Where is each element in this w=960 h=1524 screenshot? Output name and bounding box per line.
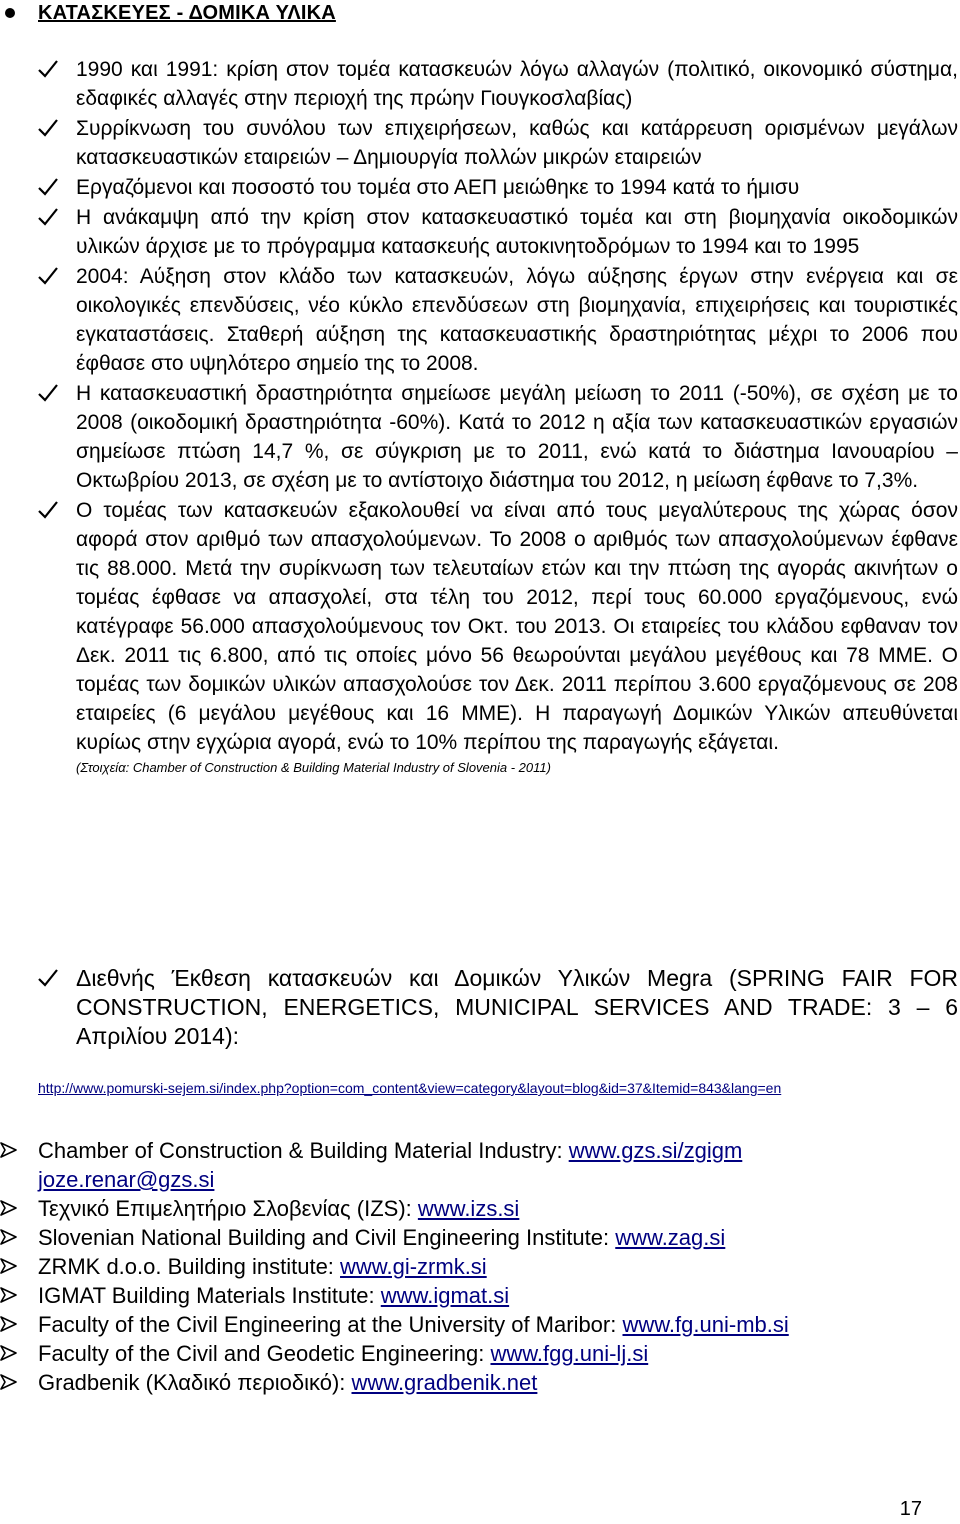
checkmark-icon — [37, 266, 59, 286]
list-item-label: Faculty of the Civil and Geodetic Engineering: — [38, 1341, 491, 1366]
list-item-text: Ο τομέας των κατασκευών εξακολουθεί να είναι από τους μεγαλύτερους της χώρας όσον αφορά στον αριθμό των απασχολούμενων. Το 2008 ο αριθμός των απασχολούμενων έφθανε τις 88.000. Μετά την συρίκνωση των τελευταίων ετών και την πτώση της αγοράς ακινήτων ο τομέας έφθασε να απασχολεί, στα τέλη του 2012, περί τους 60.000 εργαζόμενους, ενώ κατέγραφε 56.000 απασχολούμενους τον Οκτ. του 2013. Οι εταιρείες του κλάδου εφθαναν τον Δεκ. 2011 τις 6.800, από τις οποίες μόνο 56 θεωρούνται μεγάλου μεγέθους και 78 ΜΜΕ. Ο τομέας των δομικών υλικών απασχολούσε τον Δεκ. 2011 περίπου 3.600 εργαζόμενους σε 208 εταιρείες (6 μεγάλου μεγέθους και 16 ΜΜΕ). Η παραγωγή Δομικών Υλικών απευθύνεται κυρίως στην εγχώρια αγορά, ενώ το 10% περίπου της παραγωγής εξάγεται. — [76, 499, 958, 754]
arrowhead-icon — [0, 1200, 18, 1216]
fgg-uni-lj-link[interactable]: www.fgg.uni-lj.si — [490, 1341, 649, 1366]
list-item — [0, 114, 960, 172]
arrowhead-icon — [0, 1142, 18, 1158]
list-item-label: Τεχνικό Επιμελητήριο Σλοβενίας (IZS): — [38, 1196, 418, 1221]
list-item — [0, 203, 960, 261]
page-number: 17 — [899, 1498, 922, 1520]
list-item — [0, 1310, 960, 1339]
source-note: (Στοιχεία: Chamber of Construction & Building Material Industry of Slovenia - 2011) — [76, 760, 551, 775]
izs-link[interactable]: www.izs.si — [417, 1196, 520, 1221]
list-item-label: Chamber of Construction & Building Material Industry: — [38, 1138, 569, 1163]
zag-link[interactable]: www.zag.si — [615, 1225, 726, 1250]
arrowhead-icon — [0, 1345, 18, 1361]
list-item — [0, 173, 960, 202]
list-item-label: Faculty of the Civil Engineering at the University of Maribor: — [38, 1312, 623, 1337]
checkmark-icon — [37, 118, 59, 138]
list-item-text: Διεθνής Έκθεση κατασκευών και Δομικών Υλικών Megra (SPRING FAIR FOR CONSTRUCTION, ENERGETICS, MUNICIPAL SERVICES AND TRADE: 3 – 6 Απριλίου 2014): — [76, 965, 958, 1049]
check-list — [0, 55, 960, 779]
list-item-label: Slovenian National Building and Civil Engineering Institute: — [38, 1225, 616, 1250]
list-item — [0, 964, 960, 1051]
list-item-text: 2004: Αύξηση στον κλάδο των κατασκευών, λόγω αύξησης έργων στην ενέργεια και σε οικολογικές επενδύσεις, νέο κύκλο επενδύσεων στη βιομηχανία, επιχειρήσεις και τουριστικές εγκαταστάσεις. Σταθερή αύξηση της κατασκευαστικής δραστηριότητας μέχρι το 2006 που έφθασε στο υψηλότερο σημείο της το 2008. — [76, 265, 958, 375]
megra-url-link[interactable]: http://www.pomurski-sejem.si/index.php?option=com_content&view=category&layout=blog&id=37&Itemid=843&lang=en — [38, 1080, 782, 1096]
arrowhead-icon — [0, 1374, 18, 1390]
arrowhead-icon — [0, 1229, 18, 1245]
list-item — [0, 1194, 960, 1223]
list-item-text: Συρρίκνωση του συνόλου των επιχειρήσεων, καθώς και κατάρρευση ορισμένων μεγάλων κατασκευαστικών εταιρειών – Δημιουργία πολλών μικρών εταιρειών — [76, 117, 958, 169]
checkmark-icon — [37, 59, 59, 79]
gi-zrmk-link[interactable]: www.gi-zrmk.si — [340, 1254, 487, 1279]
list-item — [0, 1136, 960, 1194]
list-item — [0, 1252, 960, 1281]
fg-uni-mb-link[interactable]: www.fg.uni-mb.si — [622, 1312, 789, 1337]
checkmark-icon — [37, 968, 59, 988]
list-item — [0, 262, 960, 378]
contacts-list — [0, 1136, 960, 1397]
checkmark-icon — [37, 207, 59, 227]
checkmark-icon — [37, 177, 59, 197]
list-item-label: Gradbenik (Κλαδικό περιοδικό): — [38, 1370, 352, 1395]
list-item — [0, 1281, 960, 1310]
list-item — [0, 1223, 960, 1252]
list-item — [0, 55, 960, 113]
bullet-icon — [5, 8, 15, 18]
section-title: ΚΑΤΑΣΚΕΥΕΣ - ΔΟΜΙΚΑ ΥΛΙΚΑ — [38, 1, 336, 24]
checkmark-icon — [37, 500, 59, 520]
list-item — [0, 1339, 960, 1368]
arrowhead-icon — [0, 1316, 18, 1332]
list-item-text: Εργαζόμενοι και ποσοστό του τομέα στο ΑΕΠ μειώθηκε το 1994 κατά το ήμισυ — [76, 176, 800, 199]
email-link[interactable]: joze.renar@gzs.si — [38, 1167, 215, 1192]
list-item — [0, 379, 960, 495]
igmat-link[interactable]: www.igmat.si — [380, 1283, 510, 1308]
checkmark-icon — [37, 383, 59, 403]
list-item-text: Η κατασκευαστική δραστηριότητα σημείωσε μεγάλη μείωση το 2011 (-50%), σε σχέση με το 2008 (οικοδομική δραστηριότητα -60%). Κατά το 2012 η αξία των κατασκευαστικών εργασιών σημείωσε πτώση 14,7 %, σε σύγκριση με το 2011, ενώ κατά το διάστημα Ιανουαρίου – Οκτωβρίου 2013, σε σχέση με το αντίστοιχο διάστημα του 2012, η μείωση έφθανε το 7,3%. — [76, 382, 958, 492]
arrowhead-icon — [0, 1287, 18, 1303]
section-heading — [0, 0, 336, 26]
list-item — [0, 496, 960, 779]
gradbenik-link[interactable]: www.gradbenik.net — [351, 1370, 538, 1395]
list-item-text: 1990 και 1991: κρίση στον τομέα κατασκευών λόγω αλλαγών (πολιτικό, οικονομικό σύστημα, εδαφικές αλλαγές στην περιοχή της πρώην Γιουγκοσλαβίας) — [76, 58, 958, 110]
arrowhead-icon — [0, 1258, 18, 1274]
gzs-link[interactable]: www.gzs.si/zgigm — [568, 1138, 743, 1163]
list-item-text: Η ανάκαμψη από την κρίση στον κατασκευαστικό τομέα και στη βιομηχανία οικοδομικών υλικών άρχισε με το πρόγραμμα κατασκευής αυτοκινητοδρόμων το 1994 και το 1995 — [76, 206, 958, 258]
list-item-label: IGMAT Building Materials Institute: — [38, 1283, 381, 1308]
list-item-label: ZRMK d.o.o. Building institute: — [38, 1254, 341, 1279]
megra-section — [0, 964, 960, 1051]
list-item — [0, 1368, 960, 1397]
